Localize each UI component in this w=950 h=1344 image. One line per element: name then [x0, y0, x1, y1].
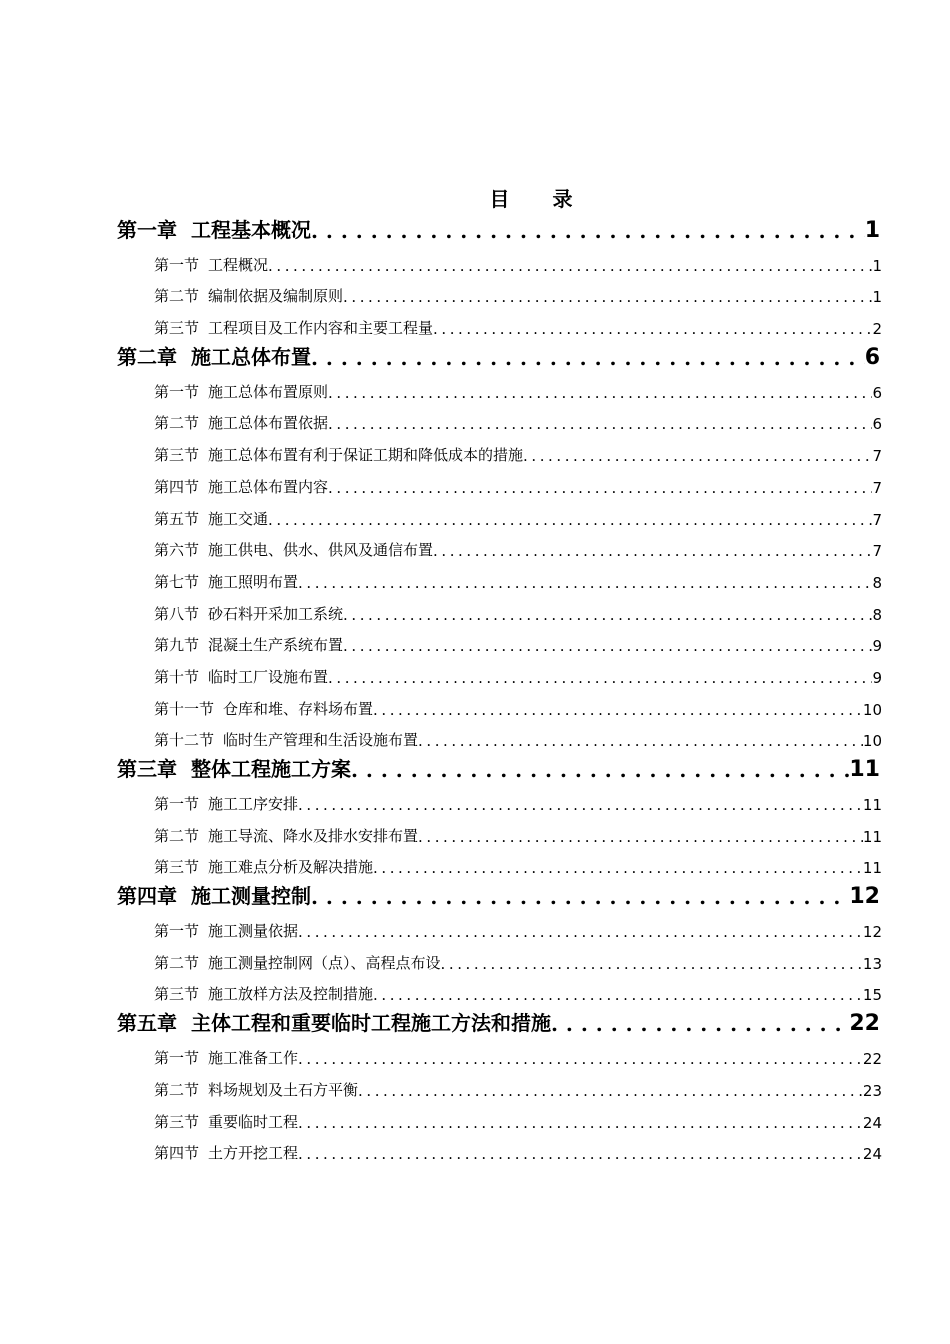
toc-entry-label — [154, 856, 373, 880]
toc-dot-leader — [418, 732, 863, 753]
toc-section-entry[interactable] — [117, 405, 882, 437]
toc-entry-number: 第十二节 — [154, 731, 215, 750]
toc-entry-number: 第一节 — [154, 255, 200, 274]
toc-section-entry[interactable] — [117, 373, 882, 405]
toc-page-number: 11 — [849, 757, 880, 783]
toc-entry-title: 砂石料开采加工系统 — [208, 604, 344, 623]
toc-entry-number: 第三节 — [154, 858, 200, 877]
toc-page-number: 22 — [849, 1011, 880, 1037]
toc-entry-number: 第十一节 — [154, 699, 215, 718]
toc-chapter-entry[interactable] — [117, 214, 880, 246]
toc-entry-title: 料场规划及土石方平衡 — [208, 1080, 359, 1099]
toc-dot-leader — [328, 669, 872, 690]
toc-page-number: 13 — [862, 954, 882, 973]
toc-page-number: 6 — [864, 345, 880, 371]
toc-dot-leader — [373, 701, 863, 722]
toc-entry-title: 施工难点分析及解决措施 — [208, 858, 374, 877]
toc-page-number: 1 — [864, 218, 880, 243]
toc-entry-label — [154, 729, 418, 753]
toc-page-number: 6 — [872, 383, 882, 402]
toc-page-number: 24 — [862, 1113, 882, 1132]
toc-section-entry[interactable] — [117, 1071, 882, 1103]
toc-entry-label — [154, 634, 343, 658]
toc-dot-leader — [298, 1114, 863, 1135]
toc-entry-title: 施工交通 — [208, 509, 269, 528]
toc-dot-leader — [298, 574, 872, 595]
toc-entry-title: 编制依据及编制原则 — [208, 287, 344, 306]
toc-page-number: 22 — [862, 1050, 882, 1069]
toc-page-number: 2 — [872, 320, 882, 339]
toc-entry-label — [154, 381, 328, 405]
toc-section-entry[interactable] — [117, 912, 882, 944]
toc-section-entry[interactable] — [117, 436, 882, 468]
toc-section-entry[interactable] — [117, 500, 882, 532]
toc-page-number: 8 — [872, 605, 882, 624]
toc-entry-label — [154, 571, 298, 595]
toc-entry-label — [117, 880, 311, 912]
toc-page-number: 12 — [862, 923, 882, 942]
toc-entry-title: 施工总体布置内容 — [208, 477, 329, 496]
toc-entry-title: 仓库和堆、存料场布置 — [223, 699, 374, 718]
toc-entry-title: 土方开挖工程 — [208, 1144, 299, 1163]
toc-entry-number: 第三节 — [154, 1112, 200, 1131]
toc-entry-title: 施工测量控制 — [191, 884, 311, 909]
toc-section-entry[interactable] — [117, 468, 882, 500]
toc-entry-title: 重要临时工程 — [208, 1112, 299, 1131]
toc-entry-number: 第二节 — [154, 953, 200, 972]
toc-section-entry[interactable] — [117, 817, 882, 849]
toc-entry-number: 第二节 — [154, 1080, 200, 1099]
toc-entry-title: 施工总体布置依据 — [208, 414, 329, 433]
toc-entry-title: 工程基本概况 — [191, 218, 311, 242]
toc-page-number: 8 — [872, 573, 882, 592]
toc-page-number: 7 — [872, 542, 882, 561]
toc-dot-leader — [298, 796, 863, 817]
toc-entry-title: 施工测量控制网（点）、高程点布设 — [208, 953, 441, 972]
toc-section-entry[interactable] — [117, 246, 882, 278]
toc-dot-leader — [328, 415, 872, 436]
toc-page-number: 1 — [872, 256, 882, 275]
toc-section-entry[interactable] — [117, 309, 882, 341]
toc-dot-leader — [311, 346, 865, 373]
toc-page-number: 23 — [862, 1081, 882, 1100]
toc-entry-title: 施工测量依据 — [208, 922, 299, 941]
toc-entry-title: 工程项目及工作内容和主要工程量 — [208, 319, 434, 338]
toc-page-number: 6 — [872, 415, 882, 434]
toc-entry-number: 第二节 — [154, 826, 200, 845]
toc-section-entry[interactable] — [117, 532, 882, 564]
toc-dot-leader — [343, 606, 872, 627]
toc-page-number: 9 — [872, 668, 882, 687]
toc-entry-number: 第二章 — [117, 345, 177, 370]
toc-entry-label — [154, 920, 298, 944]
toc-entry-number: 第一节 — [154, 795, 200, 813]
toc-page-number: 7 — [872, 510, 882, 529]
toc-entry-number: 第一节 — [154, 1049, 200, 1068]
toc-entry-label — [154, 444, 523, 468]
toc-entry-number: 第一章 — [117, 218, 177, 242]
toc-entry-number: 第五章 — [117, 1011, 177, 1036]
toc-entry-title: 施工导流、降水及排水安排布置 — [208, 826, 419, 845]
toc-entry-number: 第三章 — [117, 757, 177, 782]
toc-list — [117, 214, 882, 1166]
toc-section-entry[interactable] — [117, 1103, 882, 1135]
toc-dot-leader — [298, 1145, 863, 1166]
toc-entry-label — [154, 666, 328, 690]
toc-dot-leader — [268, 257, 872, 278]
toc-dot-leader — [433, 320, 872, 341]
toc-page-number: 10 — [862, 700, 882, 719]
toc-entry-label — [154, 952, 441, 976]
toc-entry-number: 第十节 — [154, 667, 200, 686]
toc-section-entry[interactable] — [117, 944, 882, 976]
toc-entry-label — [154, 983, 373, 1007]
toc-section-entry[interactable] — [117, 595, 882, 627]
toc-dot-leader — [298, 923, 863, 944]
toc-entry-label — [154, 1079, 358, 1103]
toc-dot-leader — [441, 955, 863, 976]
toc-dot-leader — [433, 542, 872, 563]
toc-entry-label — [154, 317, 433, 341]
toc-page-number: 12 — [849, 884, 880, 910]
toc-page-number: 7 — [872, 478, 882, 497]
toc-entry-number: 第四节 — [154, 477, 200, 496]
toc-entry-label — [117, 1007, 551, 1039]
toc-entry-label — [117, 341, 311, 373]
toc-entry-label — [154, 603, 343, 627]
toc-dot-leader — [373, 986, 863, 1007]
toc-dot-leader — [268, 511, 872, 532]
toc-entry-label — [154, 476, 328, 500]
toc-chapter-entry[interactable] — [117, 341, 880, 373]
toc-entry-title: 混凝土生产系统布置 — [208, 636, 344, 655]
toc-section-entry[interactable] — [117, 722, 882, 754]
toc-dot-leader — [418, 828, 863, 849]
toc-dot-leader — [298, 1050, 863, 1071]
toc-entry-number: 第七节 — [154, 572, 200, 591]
toc-dot-leader — [358, 1082, 863, 1103]
toc-entry-number: 第九节 — [154, 636, 200, 655]
toc-section-entry[interactable] — [117, 658, 882, 690]
toc-page-number: 7 — [872, 447, 882, 466]
toc-chapter-entry[interactable] — [117, 880, 880, 912]
toc-page-number: 10 — [862, 732, 882, 751]
toc-entry-label — [154, 1142, 298, 1166]
toc-entry-number: 第五节 — [154, 509, 200, 528]
toc-dot-leader — [523, 447, 872, 468]
toc-entry-title: 施工准备工作 — [208, 1049, 299, 1068]
toc-page-number: 1 — [872, 288, 882, 307]
toc-entry-title: 工程概况 — [208, 255, 269, 274]
toc-entry-number: 第六节 — [154, 541, 200, 560]
toc-entry-title: 临时工厂设施布置 — [208, 667, 329, 686]
toc-entry-number: 第三节 — [154, 319, 200, 338]
toc-entry-label — [154, 1047, 298, 1071]
toc-dot-leader — [343, 637, 872, 658]
toc-entry-title: 施工总体布置原则 — [208, 382, 329, 401]
toc-entry-label — [154, 539, 433, 563]
toc-entry-number: 第二节 — [154, 287, 200, 306]
toc-entry-label — [154, 254, 268, 278]
toc-entry-number: 第四章 — [117, 884, 177, 909]
toc-dot-leader — [373, 859, 863, 880]
toc-dot-leader — [351, 758, 849, 785]
toc-section-entry[interactable] — [117, 563, 882, 595]
toc-dot-leader — [328, 479, 872, 500]
toc-chapter-entry[interactable] — [117, 753, 880, 785]
toc-page-number: 11 — [862, 859, 882, 878]
toc-section-entry[interactable] — [117, 278, 882, 310]
toc-chapter-entry[interactable] — [117, 1007, 880, 1039]
toc-page-number: 24 — [862, 1145, 882, 1164]
toc-section-entry[interactable] — [117, 849, 882, 881]
toc-entry-number: 第三节 — [154, 985, 200, 1004]
toc-title: 目 录 — [489, 187, 591, 211]
toc-dot-leader — [311, 219, 865, 246]
toc-section-entry[interactable] — [117, 785, 882, 817]
toc-entry-label — [154, 412, 328, 436]
toc-entry-title: 施工照明布置 — [208, 572, 299, 591]
toc-entry-number: 第四节 — [154, 1144, 200, 1163]
toc-dot-leader — [328, 384, 872, 405]
toc-dot-leader — [343, 288, 872, 309]
toc-entry-title: 整体工程施工方案 — [191, 757, 351, 782]
toc-section-entry[interactable] — [117, 690, 882, 722]
toc-section-entry[interactable] — [117, 976, 882, 1008]
toc-entry-label — [117, 214, 311, 246]
toc-entry-number: 第一节 — [154, 382, 200, 401]
toc-page-number: 9 — [872, 637, 882, 656]
toc-entry-title: 主体工程和重要临时工程施工方法和措施 — [191, 1011, 551, 1036]
toc-entry-title: 临时生产管理和生活设施布置 — [223, 731, 419, 750]
toc-entry-number: 第二节 — [154, 414, 200, 433]
toc-entry-label — [154, 825, 418, 849]
toc-entry-label — [117, 753, 351, 785]
toc-entry-number: 第八节 — [154, 604, 200, 623]
toc-section-entry[interactable] — [117, 1135, 882, 1167]
toc-dot-leader — [551, 1012, 849, 1039]
toc-entry-title: 施工总体布置有利于保证工期和降低成本的措施 — [208, 446, 524, 465]
toc-entry-label — [154, 793, 298, 817]
toc-entry-label — [154, 285, 343, 309]
toc-entry-number: 第一节 — [154, 922, 200, 941]
toc-page-number: 15 — [862, 986, 882, 1005]
toc-page-number: 11 — [862, 827, 882, 846]
toc-entry-label — [154, 508, 268, 532]
toc-section-entry[interactable] — [117, 627, 882, 659]
toc-entry-title: 施工工序安排 — [208, 795, 299, 813]
toc-entry-number: 第三节 — [154, 446, 200, 465]
toc-entry-title: 施工放样方法及控制措施 — [208, 985, 374, 1004]
toc-entry-label — [154, 1111, 298, 1135]
toc-entry-title: 施工总体布置 — [191, 345, 311, 370]
toc-dot-leader — [311, 885, 849, 912]
toc-entry-title: 施工供电、供水、供风及通信布置 — [208, 541, 434, 560]
toc-page-number: 11 — [862, 796, 882, 814]
toc-section-entry[interactable] — [117, 1039, 882, 1071]
toc-entry-label — [154, 698, 373, 722]
